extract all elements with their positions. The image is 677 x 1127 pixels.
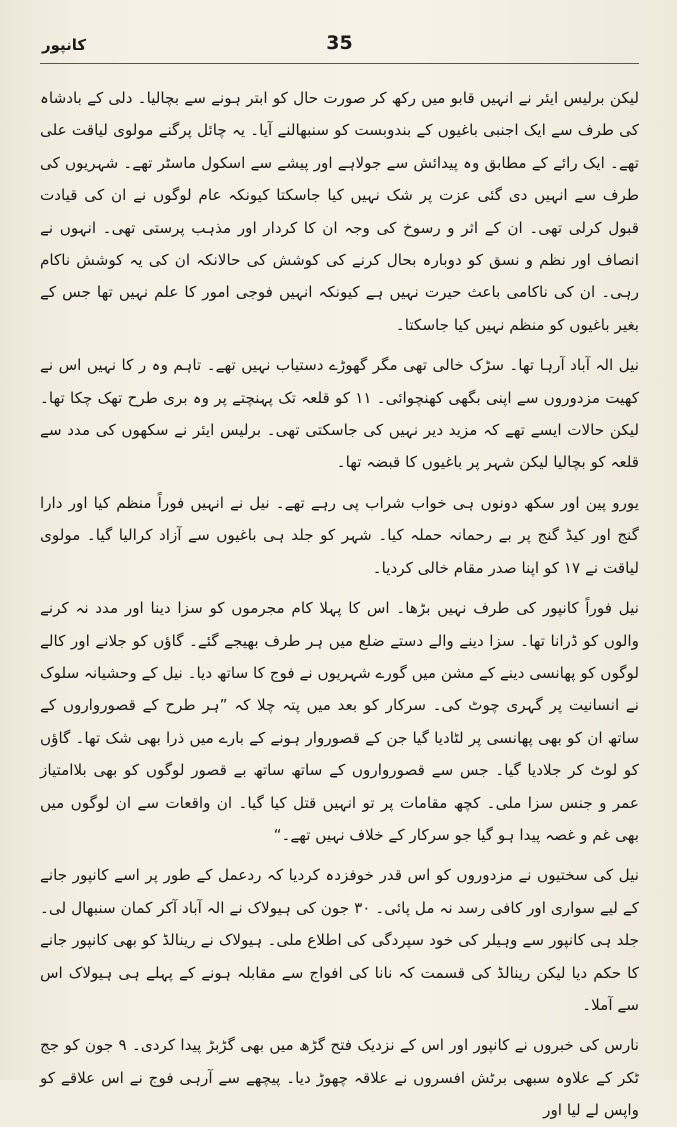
paragraph-5: نیل کی سختیوں نے مزدوروں کو اس قدر خوفزدہ کردیا کہ ردعمل کے طور پر اسے کانپور جانے کے لیے سواری اور کافی رسد نہ مل پائی۔ ۳۰ جون کی ہیولاک نے الہ آباد آکر کمان سنبھال لی۔ جلد ہی کانپور سے وہیلر کی خود سپردگی کی اطلاع ملی۔ ہیولاک نے رینالڈ کو بھی کانپور جانے کا حکم دیا لیکن رینالڈ کی قسمت کہ نانا کی افواج سے مقابلہ ہونے کے پہلے ہی ہیولاک اس سے آملا۔ <box>40 866 639 1014</box>
paragraph-4: نیل فوراً کانپور کی طرف نہیں بڑھا۔ اس کا پہلا کام مجرموں کو سزا دینا اور مدد نہ کرنے والوں کو ڈرانا تھا۔ سزا دینے والے دستے ضلع میں ہر طرف بھیجے گئے۔ گاؤں کو جلانے اور کالے لوگوں کو پھانسی دینے کے مشن میں گورے شہریوں نے فوج کا ساتھ دیا۔ نیل کے وحشیانہ سلوک نے انسانیت پر گہری چوٹ کی۔ سرکار کو بعد میں پتہ چلا کہ ”ہر طرح کے قصورواروں کے ساتھ ان کو بھی پھانسی پر لٹادیا گیا جن کے قصوروار ہونے کے بارے میں ذرا بھی شک تھا۔ گاؤں کو لوٹ کر جلادیا گیا۔ جس سے قصورواروں کے ساتھ ساتھ بے قصور لوگوں کو بھی بلاامتیاز عمر و جنس سزا ملی۔ کچھ مقامات پر تو انہیں قتل کیا گیا۔ ان واقعات سے ان لوگوں میں بھی غم و غصہ پیدا ہو گیا جو سرکار کے خلاف نہیں تھے۔“ <box>40 599 639 844</box>
body-text <box>40 82 639 1127</box>
page-number: 35 <box>326 32 353 54</box>
paragraph-2: نیل الہ آباد آرہا تھا۔ سڑک خالی تھی مگر گھوڑے دستیاب نہیں تھے۔ تاہم وہ ر کا نہیں اس نے کھیت مزدوروں سے اپنی بگھی کھنچوائی۔ ۱۱ کو قلعہ تک پہنچتے پر وہ بری طرح تھک چکا تھا۔ لیکن حالات ایسے تھے کہ مزید دیر نہیں کی جاسکتی تھی۔ برلیس ایئر نے سکھوں کی مدد سے قلعہ کو بچالیا لیکن شہر پر باغیوں کا قبضہ تھا۔ <box>40 356 639 472</box>
paragraph-1: لیکن برلیس ایئر نے انہیں قابو میں رکھ کر صورت حال کو ابتر ہونے سے بچالیا۔ دلی کے بادشاہ کی طرف سے ایک اجنبی باغیوں کے بندوبست کو سنبھالنے آیا۔ یہ چائل پرگنے مولوی لیاقت علی تھے۔ ایک رائے کے مطابق وہ پیدائش سے جولاہے اور پیشے سے اسکول ماسٹر تھے۔ شہریوں کی طرف سے انہیں دی گئی عزت پر شک نہیں کیا جاسکتا کیونکہ عام لوگوں نے ان کی قیادت قبول کرلی تھی۔ ان کے اثر و رسوخ کی وجہ ان کا کردار اور مذہب پرستی تھی۔ انہوں نے انصاف اور نظم و نسق کو دوبارہ بحال کرنے کی کوشش کی حالانکہ ان کی یہ کوشش ناکام رہی۔ ان کی ناکامی باعث حیرت نہیں ہے کیونکہ انہیں فوجی امور کا علم نہیں تھا جس کے بغیر باغیوں کو منظم نہیں کیا جاسکتا۔ <box>40 89 639 334</box>
paragraph-3: یورو پین اور سکھ دونوں ہی خواب شراب پی رہے تھے۔ نیل نے انہیں فوراً منظم کیا اور دارا گنج اور کیڈ گنج پر بے رحمانہ حملہ کیا۔ شہر کو جلد ہی باغیوں سے آزاد کرالیا گیا۔ مولوی لیاقت نے ۱۷ کو اپنا صدر مقام خالی کردیا۔ <box>40 493 639 577</box>
header-rule <box>40 63 639 64</box>
page-header <box>40 30 639 64</box>
running-title: کانپور <box>42 36 87 54</box>
paragraph-6: نارس کی خبروں نے کانپور اور اس کے نزدیک فتح گڑھ میں بھی گڑبڑ پیدا کردی۔ ۹ جون کو جج ٹکر کے علاوہ سبھی برٹش افسروں نے علاقہ چھوڑ دیا۔ پیچھے سے آرہی فوج نے اس علاقے کو واپس لے لیا اور <box>40 1036 640 1120</box>
